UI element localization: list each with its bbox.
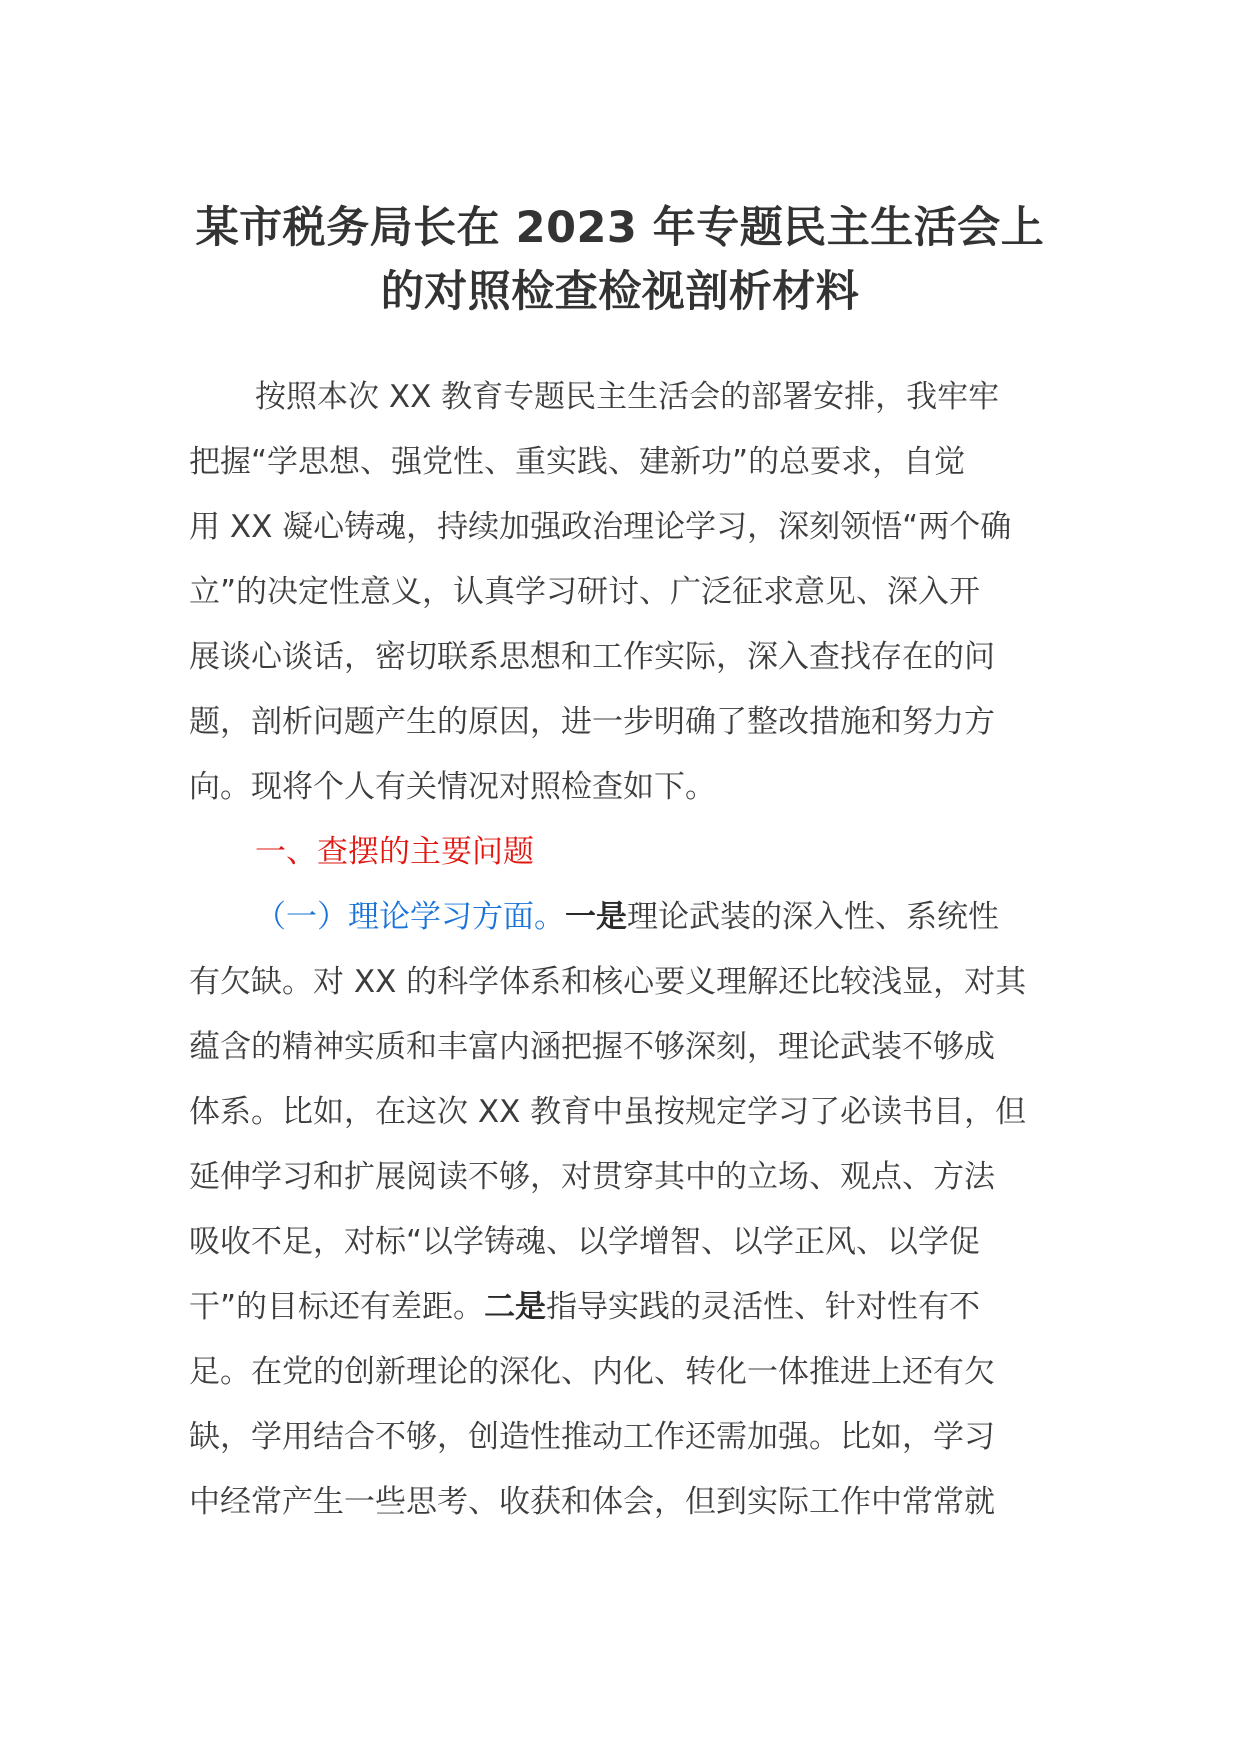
subsection-first-line xyxy=(189,885,1059,950)
subsection-heading: （一）理论学习方面。 xyxy=(255,899,565,935)
body-line: 蕴含的精神实质和丰富内涵把握不够深刻，理论武装不够成 xyxy=(189,1029,995,1065)
point-text-2: 指导实践的灵活性、针对性有不 xyxy=(546,1289,981,1325)
body-line: 体系。比如，在这次 XX 教育中虽按规定学习了必读书目，但 xyxy=(189,1094,1027,1130)
body-line: 吸收不足，对标“以学铸魂、以学增智、以学正风、以学促 xyxy=(189,1224,981,1260)
intro-line: 立”的决定性意义，认真学习研讨、广泛征求意见、深入开 xyxy=(189,574,981,610)
body-line: 中经常产生一些思考、收获和体会，但到实际工作中常常就 xyxy=(189,1484,995,1520)
title-line-1: 某市税务局长在 2023 年专题民主生活会上 xyxy=(195,203,1045,253)
intro-line: 把握“学思想、强党性、重实践、建新功”的总要求，自觉 xyxy=(189,444,966,480)
intro-line: 向。现将个人有关情况对照检查如下。 xyxy=(189,769,716,805)
title-line-2: 的对照检查检视剖析材料 xyxy=(380,267,860,317)
point-text-pre-2: 干”的目标还有差距。 xyxy=(189,1289,485,1325)
body-line: 延伸学习和扩展阅读不够，对贯穿其中的立场、观点、方法 xyxy=(189,1159,995,1195)
intro-line: 用 XX 凝心铸魂，持续加强政治理论学习，深刻领悟“两个确 xyxy=(189,509,1012,545)
body-line: 缺，学用结合不够，创造性推动工作还需加强。比如，学习 xyxy=(189,1419,995,1455)
intro-line: 题，剖析问题产生的原因，进一步明确了整改措施和努力方 xyxy=(189,704,995,740)
intro-line: 按照本次 XX 教育专题民主生活会的部署安排，我牢牢 xyxy=(255,379,1000,415)
body-line: 有欠缺。对 XX 的科学体系和核心要义理解还比较浅显，对其 xyxy=(189,964,1027,1000)
document-body xyxy=(189,365,1059,1535)
document-title xyxy=(160,196,1080,324)
point-marker-1: 一是 xyxy=(565,899,627,935)
body-line: 足。在党的创新理论的深化、内化、转化一体推进上还有欠 xyxy=(189,1354,995,1390)
intro-line: 展谈心谈话，密切联系思想和工作实际，深入查找存在的问 xyxy=(189,639,995,675)
body-line-with-marker xyxy=(189,1275,1059,1340)
point-text-1: 理论武装的深入性、系统性 xyxy=(627,899,999,935)
point-marker-2: 二是 xyxy=(484,1289,547,1325)
section-heading: 一、查摆的主要问题 xyxy=(255,834,534,870)
